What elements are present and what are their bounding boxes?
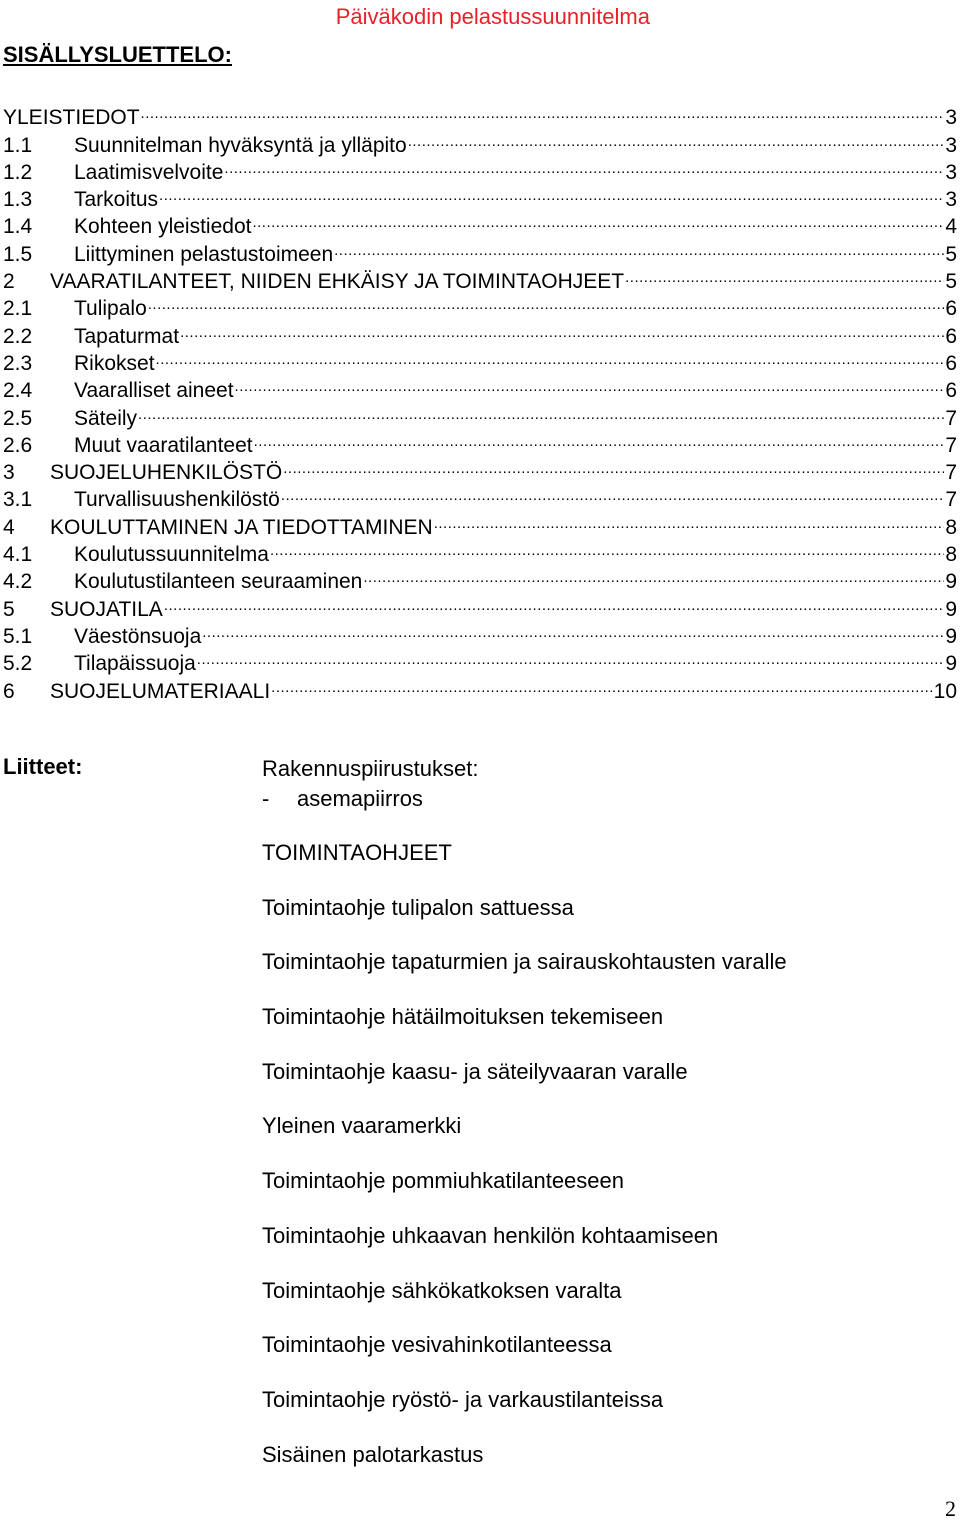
attachment-item: Toimintaohje pommiuhkatilanteeseen	[262, 1168, 624, 1194]
toc-entry-page: 3	[945, 188, 957, 212]
toc-entry-page: 7	[945, 461, 957, 485]
toc-entry-page: 6	[945, 324, 957, 348]
attachments-sub-item	[262, 784, 787, 814]
attachment-item: Toimintaohje tulipalon sattuessa	[262, 894, 574, 920]
toc-dot-leader	[363, 561, 944, 588]
toc-entry-number: 2	[3, 270, 15, 294]
toc-dot-leader	[254, 425, 945, 452]
toc-dot-leader	[252, 206, 944, 233]
list-dash: -	[262, 786, 270, 811]
toc-entry-label: VAARATILANTEET, NIIDEN EHKÄISY JA TOIMINTAOHJEET	[50, 270, 625, 294]
toc-entry-page: 10	[933, 679, 957, 703]
toc-entry-label: Koulutustilanteen seuraaminen	[74, 570, 363, 594]
toc-entry-number: 5.2	[3, 652, 33, 676]
toc-entry-label: Tulipalo	[74, 297, 147, 321]
toc-entry-page: 5	[945, 270, 957, 294]
toc-entry-page: 3	[945, 133, 957, 157]
attachment-item: Toimintaohje sähkökatkoksen varalta	[262, 1277, 622, 1303]
attachment-item: Toimintaohje ryöstö- ja varkaustilanteissa	[262, 1386, 664, 1412]
toc-entry-number: 2.1	[3, 297, 33, 321]
page-number: 2	[945, 1496, 956, 1521]
toc-entry-label: Tapaturmat	[74, 324, 180, 348]
toc-entry-page: 6	[945, 379, 957, 403]
toc-entry-label: Väestönsuoja	[74, 624, 202, 648]
toc-entry-number: 1.4	[3, 215, 33, 239]
document-header-title: Päiväkodin pelastussuunnitelma	[335, 4, 650, 29]
toc-entry-label: Tilapäissuoja	[74, 652, 196, 676]
toc-entry-label: Suunnitelman hyväksyntä ja ylläpito	[74, 133, 407, 157]
toc-entry-label: YLEISTIEDOT	[3, 106, 140, 130]
attachment-item: Toimintaohje hätäilmoituksen tekemiseen	[262, 1004, 664, 1030]
toc-dot-leader	[334, 233, 944, 260]
toc-entry-number: 6	[3, 679, 15, 703]
toc-entry-number: 2.4	[3, 379, 33, 403]
attachment-item: Yleinen vaaramerkki	[262, 1113, 462, 1139]
toc-entry-label: Turvallisuushenkilöstö	[74, 488, 280, 512]
toc-entry-page: 7	[945, 433, 957, 457]
toc-entry-label: KOULUTTAMINEN JA TIEDOTTAMINEN	[50, 515, 433, 539]
toc-entry[interactable]	[3, 97, 957, 130]
toc-entry-number: 2.5	[3, 406, 33, 430]
toc-entry-page: 3	[945, 160, 957, 184]
toc-entry-number: 4	[3, 515, 15, 539]
toc-entry-label: Laatimisvelvoite	[74, 160, 224, 184]
toc-entry-number: 1.2	[3, 160, 33, 184]
toc-entry-label: Tarkoitus	[74, 188, 159, 212]
toc-entry-page: 3	[945, 106, 957, 130]
toc-entry-page: 7	[945, 406, 957, 430]
toc-entry-page: 8	[945, 543, 957, 567]
toc-dot-leader	[235, 370, 945, 397]
toc-entry-label: Muut vaaratilanteet	[74, 433, 253, 457]
attachments-sub-item-label: asemapiirros	[297, 786, 423, 811]
attachments-list-container	[262, 754, 787, 1494]
toc-dot-leader	[270, 534, 944, 561]
toc-dot-leader	[283, 452, 944, 479]
toc-entry-number: 5.1	[3, 624, 33, 648]
toc-heading: SISÄLLYSLUETTELO:	[3, 42, 232, 67]
toc-dot-leader	[625, 261, 944, 288]
toc-entry[interactable]	[3, 124, 957, 157]
attachment-item: Toimintaohje tapaturmien ja sairauskohtausten varalle	[262, 949, 787, 975]
toc-entry-number: 4.2	[3, 570, 33, 594]
toc-entry-label: Vaaralliset aineet	[74, 379, 234, 403]
toc-entry[interactable]	[3, 425, 957, 457]
toc-entry-page: 9	[945, 624, 957, 648]
toc-entry-number: 2.3	[3, 351, 33, 375]
attachments-label: Liitteet:	[3, 754, 83, 779]
table-of-contents	[3, 97, 957, 703]
toc-dot-leader	[164, 588, 945, 615]
toc-entry-page: 4	[945, 215, 957, 239]
toc-entry-page: 9	[945, 652, 957, 676]
toc-dot-leader	[408, 124, 945, 151]
toc-entry-number: 3	[3, 461, 15, 485]
toc-entry-number: 2.2	[3, 324, 33, 348]
toc-entry-number: 1.3	[3, 188, 33, 212]
toc-entry-label: Kohteen yleistiedot	[74, 215, 252, 239]
attachment-item: TOIMINTAOHJEET	[262, 840, 452, 865]
attachment-item: Toimintaohje uhkaavan henkilön kohtaamiseen	[262, 1222, 719, 1248]
toc-entry-label: Koulutussuunnitelma	[74, 543, 269, 567]
toc-dot-leader	[180, 315, 944, 342]
toc-entry-page: 5	[945, 242, 957, 266]
toc-entry-page: 6	[945, 351, 957, 375]
toc-dot-leader	[271, 670, 932, 697]
toc-entry-number: 1.5	[3, 242, 33, 266]
attachments-heading: Rakennuspiirustukset:	[262, 756, 479, 781]
toc-entry-number: 5	[3, 597, 15, 621]
toc-entry-label: Rikokset	[74, 351, 155, 375]
toc-dot-leader	[148, 288, 945, 315]
toc-entry[interactable]	[3, 397, 957, 430]
toc-entry-label: Säteily	[74, 406, 138, 430]
toc-entry-number: 1.1	[3, 133, 33, 157]
attachment-item: Toimintaohje kaasu- ja säteilyvaaran varalle	[262, 1058, 688, 1084]
toc-dot-leader	[138, 397, 944, 424]
toc-dot-leader	[197, 643, 945, 670]
toc-dot-leader	[434, 506, 945, 533]
toc-dot-leader	[281, 479, 944, 506]
attachment-item: Sisäinen palotarkastus	[262, 1441, 484, 1467]
toc-entry-page: 8	[945, 515, 957, 539]
toc-entry-label: SUOJELUHENKILÖSTÖ	[50, 461, 283, 485]
toc-entry-page: 9	[945, 597, 957, 621]
toc-entry-page: 9	[945, 570, 957, 594]
toc-entry-label: SUOJATILA	[50, 597, 163, 621]
toc-entry-number: 3.1	[3, 488, 33, 512]
attachment-item: Toimintaohje vesivahinkotilanteessa	[262, 1332, 612, 1358]
toc-entry-label: Liittyminen pelastustoimeen	[74, 242, 334, 266]
toc-entry-number: 2.6	[3, 433, 33, 457]
toc-entry-page: 6	[945, 297, 957, 321]
toc-dot-leader	[159, 179, 944, 206]
toc-entry-label: SUOJELUMATERIAALI	[50, 679, 271, 703]
toc-dot-leader	[156, 343, 945, 370]
toc-entry-page: 7	[945, 488, 957, 512]
attachments-list	[262, 838, 787, 1494]
toc-entry-number: 4.1	[3, 543, 33, 567]
toc-dot-leader	[202, 616, 944, 643]
toc-dot-leader	[224, 152, 944, 179]
toc-dot-leader	[141, 97, 945, 124]
